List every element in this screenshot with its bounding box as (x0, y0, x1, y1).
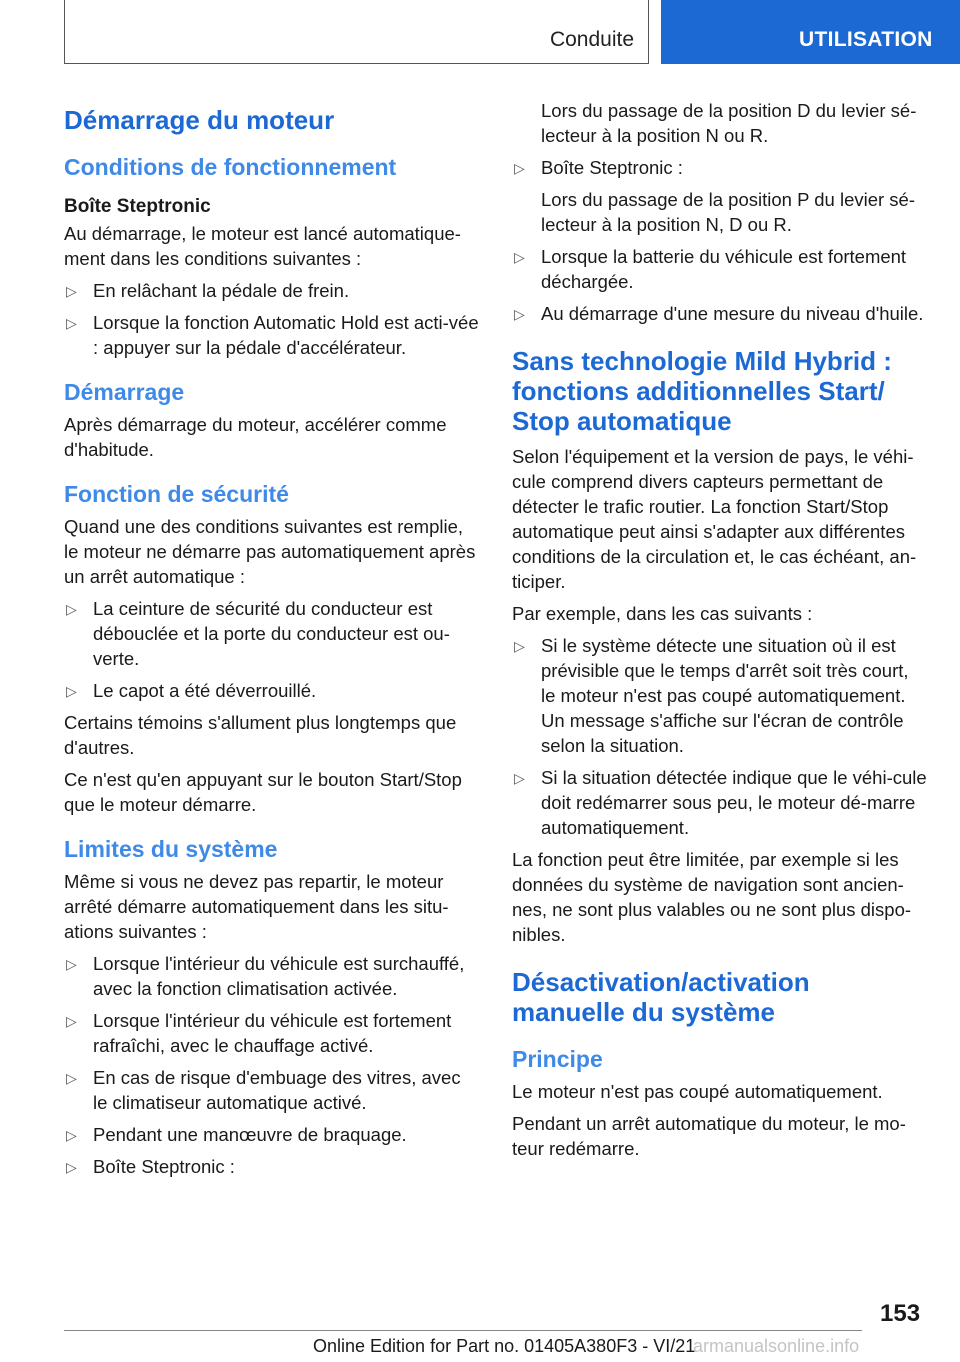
page-number: 153 (880, 1300, 921, 1327)
list-item: ▷ Le capot a été déverrouillé. (64, 678, 480, 703)
paragraph: Même si vous ne devez pas repartir, le moteur arrêté démarre automatiquement dans les situ‐ations suivantes : (64, 871, 449, 942)
right-column (512, 98, 928, 1168)
paragraph: Pendant un arrêt automatique du moteur, le mo‐teur redémarre. (512, 1113, 906, 1159)
left-column (64, 98, 480, 1186)
list-item: ▷ Au démarrage d'une mesure du niveau d'huile. (512, 301, 928, 326)
triangle-bullet-icon: ▷ (66, 1127, 77, 1143)
subheading-steptronic: Boîte Steptronic (64, 196, 211, 217)
paragraph: Ce n'est qu'en appuyant sur le bouton Start/Stop que le moteur démarre. (64, 769, 462, 815)
list-item: ▷ Boîte Steptronic : (64, 1154, 480, 1179)
list-item: ▷ Lorsque la fonction Automatic Hold est acti‐vée : appuyer sur la pédale d'accélérateur. (66, 312, 479, 358)
header-section-box (64, 0, 649, 64)
list-item: ▷ La ceinture de sécurité du conducteur est débouclée et la porte du conducteur est ou‐verte. (66, 598, 450, 669)
triangle-bullet-icon: ▷ (514, 160, 525, 176)
bullet-list (64, 596, 480, 703)
list-item: ▷ Boîte Steptronic : (512, 155, 928, 180)
triangle-bullet-icon: ▷ (66, 1159, 77, 1175)
triangle-bullet-icon: ▷ (66, 683, 77, 699)
watermark: armanualsonline.info (693, 1336, 860, 1356)
list-item: ▷ Si la situation détectée indique que le véhi‐cule doit redémarrer sous peu, le moteur dé‐marre automatiquement. (514, 767, 927, 838)
triangle-bullet-icon: ▷ (514, 770, 525, 786)
bullet-list (512, 244, 928, 326)
heading-manual-deactivation: Désactivation/activation manuelle du système (512, 967, 810, 1027)
list-continuation: Lors du passage de la position P du levier sé‐lecteur à la position N, D ou R. (541, 189, 916, 235)
list-item: ▷ Pendant une manœuvre de braquage. (64, 1122, 480, 1147)
paragraph: Le moteur n'est pas coupé automatiquement. (512, 1081, 883, 1102)
heading-start-stop-functions: Sans technologie Mild Hybrid : fonctions additionnelles Start/ Stop automatique (512, 346, 892, 436)
heading-engine-start: Démarrage du moteur (64, 105, 335, 135)
list-item: ▷ En cas de risque d'embuage des vitres, avec le climatiseur automatique activé. (66, 1067, 461, 1113)
bullet-list (64, 951, 480, 1179)
triangle-bullet-icon: ▷ (66, 956, 77, 972)
bullet-list (64, 278, 480, 360)
heading-principle: Principe (512, 1046, 603, 1072)
triangle-bullet-icon: ▷ (66, 315, 77, 331)
edition-note: Online Edition for Part no. 01405A380F3 - VI/21 (313, 1336, 696, 1356)
list-item: ▷ En relâchant la pédale de frein. (64, 278, 480, 303)
footer-divider (64, 1330, 862, 1331)
heading-operating-conditions: Conditions de fonctionnement (64, 154, 397, 180)
triangle-bullet-icon: ▷ (66, 601, 77, 617)
triangle-bullet-icon: ▷ (66, 1013, 77, 1029)
paragraph: Après démarrage du moteur, accélérer comme d'habitude. (64, 414, 447, 460)
triangle-bullet-icon: ▷ (514, 306, 525, 322)
paragraph: Par exemple, dans les cas suivants : (512, 603, 813, 624)
bullet-list (512, 155, 928, 180)
header-chapter-title: UTILISATION (799, 28, 933, 51)
paragraph: Selon l'équipement et la version de pays, le véhi‐cule comprend divers capteurs permettant de détecter le trafic routier. La fonction Start/Stop automatique peut ainsi s'adapter aux différentes conditions de la circulation et, le cas échéant, an‐ticiper. (512, 446, 917, 592)
triangle-bullet-icon: ▷ (66, 283, 77, 299)
list-item: ▷ Si le système détecte une situation où il est prévisible que le temps d'arrêt soit très court, le moteur n'est pas coupé automatiquement. Un message s'affiche sur l'écran de contrôle selon la situation. (514, 635, 909, 756)
header-chapter-tab (661, 0, 960, 64)
paragraph: La fonction peut être limitée, par exemple si les données du système de navigation sont ancien‐nes, ne sont plus valables ou ne sont plus dispo‐nibles. (512, 849, 912, 945)
triangle-bullet-icon: ▷ (66, 1070, 77, 1086)
list-item: ▷ Lorsque l'intérieur du véhicule est fortement rafraîchi, avec le chauffage activé. (66, 1010, 452, 1056)
triangle-bullet-icon: ▷ (514, 638, 525, 654)
list-item: ▷ Lorsque l'intérieur du véhicule est surchauffé, avec la fonction climatisation activée. (66, 953, 465, 999)
paragraph: Certains témoins s'allument plus longtemps que d'autres. (64, 712, 457, 758)
paragraph: Au démarrage, le moteur est lancé automatique‐ment dans les conditions suivantes : (64, 223, 461, 269)
heading-system-limits: Limites du système (64, 836, 278, 862)
list-continuation: Lors du passage de la position D du levier sé‐lecteur à la position N ou R. (541, 100, 917, 146)
bullet-list (512, 633, 928, 840)
triangle-bullet-icon: ▷ (514, 249, 525, 265)
heading-safety-function: Fonction de sécurité (64, 481, 289, 507)
list-item: ▷ Lorsque la batterie du véhicule est fortement déchargée. (514, 246, 907, 292)
heading-start: Démarrage (64, 379, 185, 405)
header-section-title: Conduite (549, 28, 634, 51)
paragraph: Quand une des conditions suivantes est remplie, le moteur ne démarre pas automatiquement après un arrêt automatique : (64, 516, 476, 587)
